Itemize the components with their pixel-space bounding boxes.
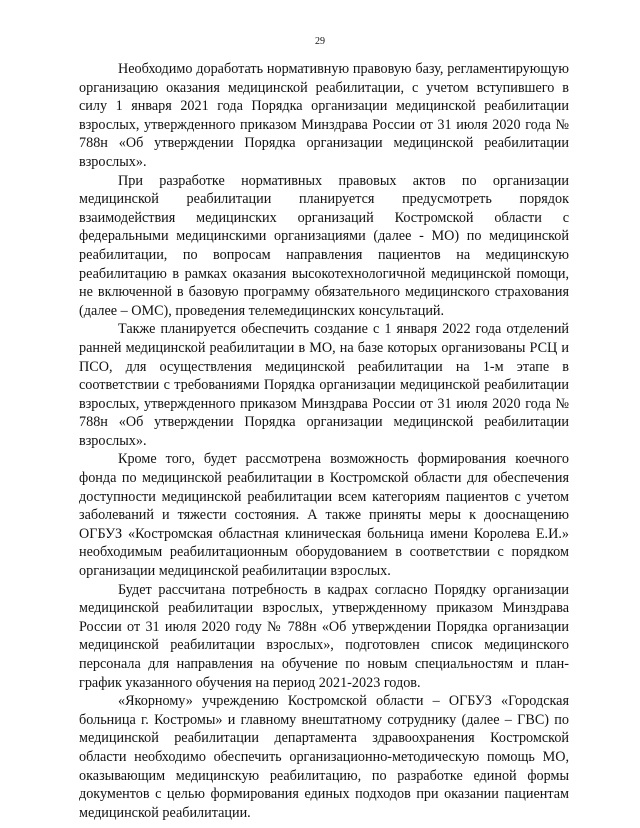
- paragraph: Кроме того, будет рассмотрена возможность формирования коечного фонда по медицинской реабилитации в Костромской области для обеспечения доступности медицинской реабилитации всем категориям пациентов с учетом заболеваний и тяжести состояния. А также приняты меры к дооснащению ОГБУЗ «Костромская областная клиническая больница имени Королева Е.И.» необходимым реабилитационным оборудованием в соответствии с порядком организации медицинской реабилитации взрослых.: [79, 451, 569, 580]
- paragraph: «Якорному» учреждению Костромской области – ОГБУЗ «Городская больница г. Костромы» и главному внештатному сотруднику (далее – ГВС) по медицинской реабилитации департамента здравоохранения Костромской области необходимо обеспечить организационно-методическую помощь МО, оказывающим медицинскую реабилитацию, по разработке единой формы документов с целью формирования единых подходов при оказании пациентам медицинской реабилитации.: [79, 693, 569, 821]
- paragraph: Также планируется обеспечить создание с 1 января 2022 года отделений ранней медицинской реабилитации в МО, на базе которых организованы РСЦ и ПСО, для осуществления медицинской реабилитации на 1-м этапе в соответствии с требованиями Порядка организации медицинской реабилитации взрослых, утвержденного приказом Минздрава России от 31 июля 2020 года № 788н «Об утверждении Порядка организации медицинской реабилитации взрослых».: [79, 321, 569, 449]
- paragraph: При разработке нормативных правовых актов по организации медицинской реабилитации планируется предусмотреть порядок взаимодействия медицинских организаций Костромской области с федеральными медицинскими организациями (далее - МО) по медицинской реабилитации, по вопросам направления пациентов на медицинскую реабилитацию в рамках оказания высокотехнологичной медицинской помощи, не включенной в базовую программу обязательного медицинского страхования (далее – ОМС), проведения телемедицинских консультаций.: [79, 172, 569, 319]
- page-number: 29: [315, 36, 325, 47]
- document-body: [79, 60, 569, 822]
- paragraph: Необходимо доработать нормативную правовую базу, регламентирующую организацию оказания медицинской реабилитации, с учетом вступившего в силу 1 января 2021 года Порядка организации медицинской реабилитации взрослых, утвержденного приказом Минздрава России от 31 июля 2020 года № 788н «Об утверждении Порядка организации медицинской реабилитации взрослых».: [79, 61, 569, 170]
- paragraph: Будет рассчитана потребность в кадрах согласно Порядку организации медицинской реабилитации взрослых, утвержденному приказом Минздрава России от 31 июля 2020 году № 788н «Об утверждении Порядка организации медицинской реабилитации взрослых», подготовлен список медицинского персонала для направления на обучение по новым специальностям и план-график указанного обучения на период 2021-2023 годов.: [79, 581, 569, 691]
